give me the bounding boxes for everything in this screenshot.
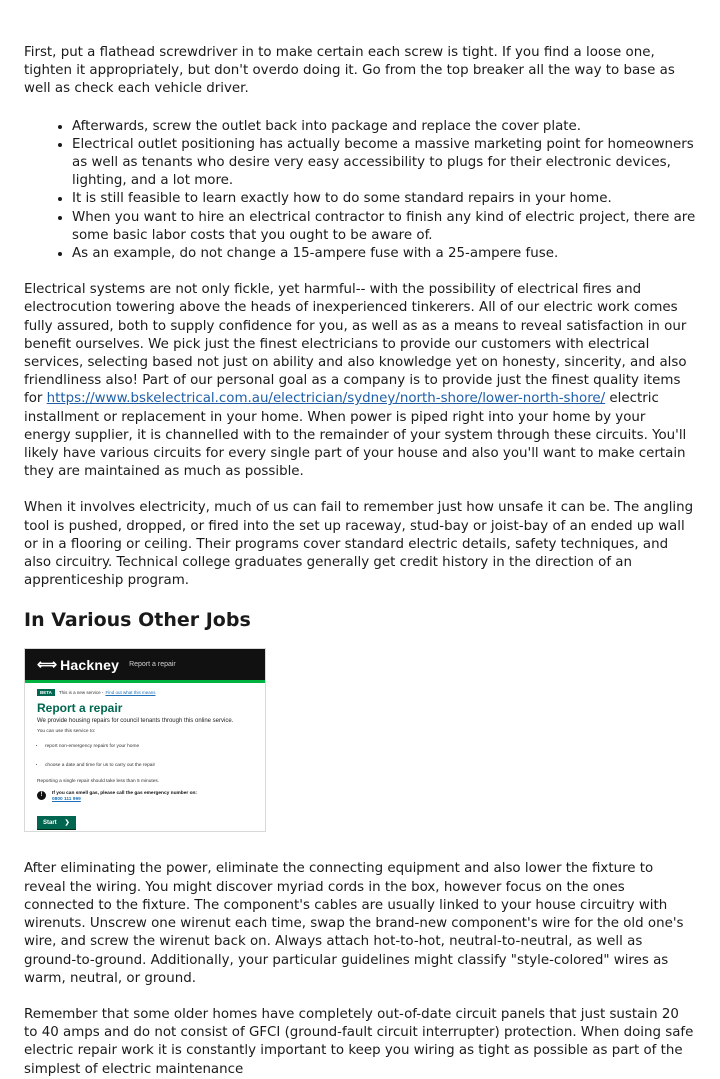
hackney-repair-screenshot bbox=[24, 648, 266, 832]
beta-tag: BETA bbox=[37, 689, 55, 696]
duration-text: Reporting a single repair should take less than 5 minutes. bbox=[37, 778, 160, 784]
list-item: • report non-emergency repairs for your home bbox=[45, 738, 253, 756]
paragraph-text-after-link: electric installment or replacement in your home. When power is piped right into your home by your energy supplier, it is channelled with to the remainder of your system through these circuits. You'll likely have various circuits for every single part of your house and also you'll want to make certain they are maintained as much as possible. bbox=[24, 391, 687, 480]
service-list bbox=[37, 738, 253, 774]
warning-text bbox=[52, 791, 197, 803]
hackney-header bbox=[25, 649, 265, 680]
list-item: • choose a date and time for us to carry out the repair bbox=[45, 757, 253, 775]
bsk-electrical-link[interactable]: https://www.bskelectrical.com.au/electrician/sydney/north-shore/lower-north-shore/ bbox=[46, 391, 606, 407]
paragraph-circuit-panels: Remember that some older homes have completely out-of-date circuit panels that just sustain 20 to 40 amps and do not consist of GFCI (ground-fault circuit interrupter) protection. When doing safe electric repair work it is constantly important to keep you wiring as tight as possible as part of the simplest of electric maintenance bbox=[24, 1006, 694, 1077]
gas-emergency-phone-link[interactable]: 0800 111 999 bbox=[52, 796, 81, 802]
paragraph-text-before-link: Electrical systems are not only fickle, yet harmful-- with the possibility of electrical fires and electrocution towering above the heads of inexperienced tinkerers. All of our electric work comes fully assured, both to supply confidence for you, as well as as a means to reveal satisfaction in our benefit ourselves. We pick just the finest electricians to provide our customers with electrical services, selecting based not just on ability and also knowledge yet on honesty, sincerity, and also friendliness also! Part of our personal goal as a company is to provide just the finest quality items for bbox=[24, 282, 687, 407]
start-button[interactable] bbox=[37, 816, 76, 829]
beta-text: This is a new service - bbox=[58, 690, 104, 696]
gas-warning bbox=[37, 791, 253, 803]
beta-link[interactable]: Find out what this means bbox=[105, 690, 156, 696]
repair-title: Report a repair bbox=[37, 701, 123, 716]
paragraph-wiring: After eliminating the power, eliminate the connecting equipment and also lower the fixture to reveal the wiring. You might discover myriad cords in the box, however focus on the ones connected to the fixture. The component's cables are usually linked to your house circuitry with wirenuts. Unscrew one wirenut each time, swap the brand-new component's wire for the old one's wire, and screw the wirenut back on. Always attach hot-to-hot, neutral-to-neutral, as well as ground-to-ground. Additionally, your particular guidelines might classify "style-colored" wires as warm, neutral, or ground. bbox=[24, 861, 684, 986]
hackney-logo: Hackney bbox=[60, 656, 120, 673]
list-item: • Afterwards, screw the outlet back into package and replace the cover plate. bbox=[72, 118, 696, 136]
paragraph-intro: First, put a flathead screwdriver in to make certain each screw is tight. If you find a loose one, tighten it appropriately, but don't overdo doing it. Go from the top breaker all the way to base as well as check each vehicle driver. bbox=[24, 45, 675, 97]
list-item: • Electrical outlet positioning has actually become a massive marketing point for homeowners as well as tenants who desire very easy accessibility to plugs for their electronic devices, lighting, and a lot more. bbox=[72, 136, 696, 191]
repair-lead: We provide housing repairs for council tenants through this online service. bbox=[37, 718, 234, 725]
list-item: • When you want to hire an electrical contractor to finish any kind of electric project, there are some basic labor costs that you ought to be aware of. bbox=[72, 209, 696, 245]
list-item: • It is still feasible to learn exactly how to do some standard repairs in your home. bbox=[72, 190, 696, 208]
section-heading: In Various Other Jobs bbox=[24, 609, 251, 632]
hackney-body bbox=[25, 683, 265, 829]
service-name: Report a repair bbox=[129, 661, 176, 669]
warning-icon: ! bbox=[37, 791, 46, 800]
chevron-right-icon: ❯ bbox=[64, 820, 70, 827]
can-use-text: You can use this service to: bbox=[37, 729, 96, 735]
beta-banner bbox=[37, 689, 253, 696]
bullet-list bbox=[24, 118, 696, 264]
paragraph-electrical-systems bbox=[24, 281, 696, 481]
hackney-logo-icon: ⟺ bbox=[37, 656, 58, 673]
list-item: • As an example, do not change a 15-ampere fuse with a 25-ampere fuse. bbox=[72, 245, 696, 263]
warning-message: If you can smell gas, please call the gas emergency number on: bbox=[52, 790, 198, 796]
start-label: Start bbox=[43, 819, 57, 826]
paragraph-electricity-safety: When it involves electricity, much of us can fail to remember just how unsafe it can be. The angling tool is pushed, dropped, or fired into the set up raceway, stud-bay or joist-bay of an ended up wall or in a flooring or ceiling. Their programs cover standard electric details, safety techniques, and also circuitry. Technical college graduates generally get credit history in the direction of an apprenticeship program. bbox=[24, 500, 694, 589]
